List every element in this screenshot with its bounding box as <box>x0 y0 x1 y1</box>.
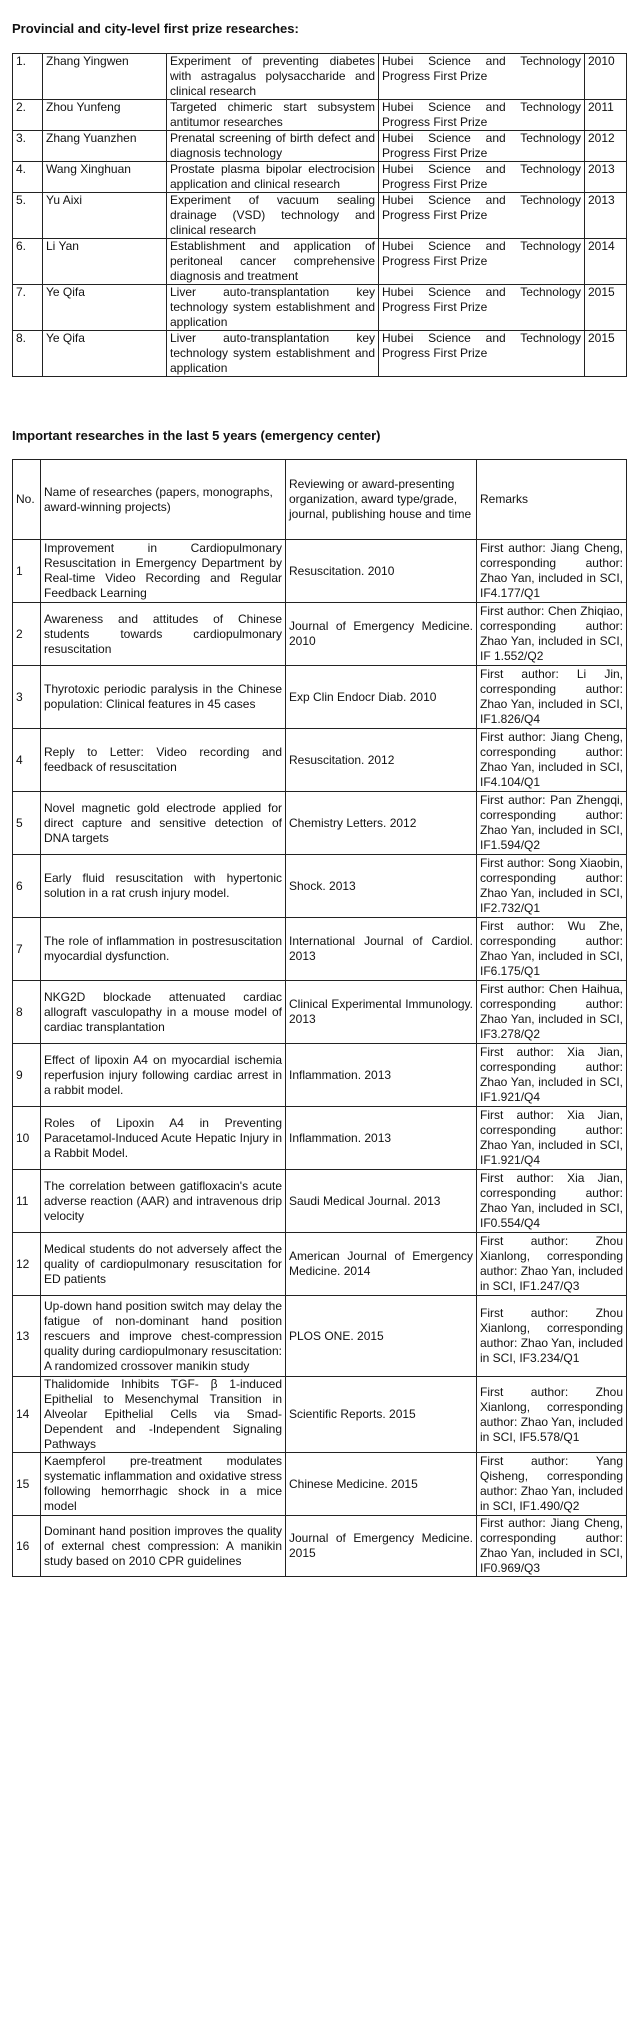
award-name: Hubei Science and Technology Progress First Prize <box>379 239 585 285</box>
research-name: Thyrotoxic periodic paralysis in the Chinese population: Clinical features in 45 cases <box>41 666 286 729</box>
award-year: 2010 <box>585 54 627 100</box>
row-number: 5 <box>13 792 41 855</box>
remarks: First author: Song Xiaobin, corresponding author: Zhao Yan, included in SCI, IF2.732/Q1 <box>477 855 627 918</box>
table-row <box>13 162 627 193</box>
research-name: The role of inflammation in postresuscitation myocardial dysfunction. <box>41 918 286 981</box>
publication: Chinese Medicine. 2015 <box>286 1453 477 1516</box>
row-number: 6. <box>13 239 43 285</box>
research-header-row <box>13 460 627 540</box>
row-number: 16 <box>13 1516 41 1577</box>
award-year: 2013 <box>585 193 627 239</box>
prize-table <box>12 53 627 377</box>
table-row <box>13 1377 627 1453</box>
row-number: 2 <box>13 603 41 666</box>
publication: Resuscitation. 2012 <box>286 729 477 792</box>
researcher-name: Wang Xinghuan <box>43 162 167 193</box>
table-row <box>13 331 627 377</box>
table-row <box>13 54 627 100</box>
table-row <box>13 285 627 331</box>
research-name: Kaempferol pre-treatment modulates systematic inflammation and oxidative stress following hemorrhagic shock in a mice model <box>41 1453 286 1516</box>
remarks: First author: Zhou Xianlong, corresponding author: Zhao Yan, included in SCI, IF3.234/Q1 <box>477 1296 627 1377</box>
table-row <box>13 1170 627 1233</box>
table-row <box>13 855 627 918</box>
remarks: First author: Chen Haihua, corresponding author: Zhao Yan, included in SCI, IF3.278/Q2 <box>477 981 627 1044</box>
remarks: First author: Jiang Cheng, corresponding author: Zhao Yan, included in SCI, IF4.177/Q1 <box>477 540 627 603</box>
table-row <box>13 1044 627 1107</box>
research-name: Improvement in Cardiopulmonary Resuscitation in Emergency Department by Real-time Video Recording and Regular Feedback Learning <box>41 540 286 603</box>
research-title: Establishment and application of peritoneal cancer comprehensive diagnosis and treatment <box>167 239 379 285</box>
research-table-body <box>13 540 627 1577</box>
award-name: Hubei Science and Technology Progress First Prize <box>379 162 585 193</box>
research-name: Thalidomide Inhibits TGF- β 1-induced Epithelial to Mesenchymal Transition in Alveolar Epithelial Cells via Smad-Dependent and -Independent Signaling Pathways <box>41 1377 286 1453</box>
table-row <box>13 100 627 131</box>
research-title: Prostate plasma bipolar electrocision application and clinical research <box>167 162 379 193</box>
remarks: First author: Chen Zhiqiao, corresponding author: Zhao Yan, included in SCI, IF 1.552/Q2 <box>477 603 627 666</box>
table-row <box>13 193 627 239</box>
research-name: Early fluid resuscitation with hypertonic solution in a rat crush injury model. <box>41 855 286 918</box>
award-name: Hubei Science and Technology Progress First Prize <box>379 54 585 100</box>
award-year: 2011 <box>585 100 627 131</box>
row-number: 8 <box>13 981 41 1044</box>
header-remarks: Remarks <box>477 460 627 540</box>
research-name: NKG2D blockade attenuated cardiac allograft vasculopathy in a mouse model of cardiac transplantation <box>41 981 286 1044</box>
table-row <box>13 540 627 603</box>
table-row <box>13 1516 627 1577</box>
table-row <box>13 1453 627 1516</box>
remarks: First author: Li Jin, corresponding author: Zhao Yan, included in SCI, IF1.826/Q4 <box>477 666 627 729</box>
publication: Saudi Medical Journal. 2013 <box>286 1170 477 1233</box>
researcher-name: Ye Qifa <box>43 331 167 377</box>
table-row <box>13 1233 627 1296</box>
research-title: Prenatal screening of birth defect and diagnosis technology <box>167 131 379 162</box>
remarks: First author: Zhou Xianlong, corresponding author: Zhao Yan, included in SCI, IF1.247/Q3 <box>477 1233 627 1296</box>
research-name: Up-down hand position switch may delay the fatigue of non-dominant hand position rescuers and improve chest-compression quality during cardiopulmonary resuscitation: A randomized crossover manikin study <box>41 1296 286 1377</box>
row-number: 1. <box>13 54 43 100</box>
table-row <box>13 918 627 981</box>
table-row <box>13 1107 627 1170</box>
researcher-name: Zhang Yingwen <box>43 54 167 100</box>
publication: Inflammation. 2013 <box>286 1107 477 1170</box>
table-row <box>13 131 627 162</box>
researcher-name: Zhou Yunfeng <box>43 100 167 131</box>
research-title: Liver auto-transplantation key technology system establishment and application <box>167 285 379 331</box>
research-table <box>12 459 627 1577</box>
row-number: 4 <box>13 729 41 792</box>
header-name: Name of researches (papers, monographs, award-winning projects) <box>41 460 286 540</box>
section-heading-prizes: Provincial and city-level first prize researches: <box>12 21 299 36</box>
research-name: The correlation between gatifloxacin's acute adverse reaction (AAR) and intravenous drip velocity <box>41 1170 286 1233</box>
publication: International Journal of Cardiol. 2013 <box>286 918 477 981</box>
remarks: First author: Xia Jian, corresponding author: Zhao Yan, included in SCI, IF1.921/Q4 <box>477 1044 627 1107</box>
table-row <box>13 981 627 1044</box>
publication: Journal of Emergency Medicine. 2015 <box>286 1516 477 1577</box>
section-heading-research: Important researches in the last 5 years (emergency center) <box>12 428 381 443</box>
row-number: 13 <box>13 1296 41 1377</box>
row-number: 11 <box>13 1170 41 1233</box>
row-number: 10 <box>13 1107 41 1170</box>
row-number: 8. <box>13 331 43 377</box>
research-name: Effect of lipoxin A4 on myocardial ischemia reperfusion injury following cardiac arrest in a rabbit model. <box>41 1044 286 1107</box>
award-year: 2015 <box>585 331 627 377</box>
award-name: Hubei Science and Technology Progress First Prize <box>379 193 585 239</box>
remarks: First author: Zhou Xianlong, corresponding author: Zhao Yan, included in SCI, IF5.578/Q1 <box>477 1377 627 1453</box>
publication: Inflammation. 2013 <box>286 1044 477 1107</box>
row-number: 4. <box>13 162 43 193</box>
research-name: Awareness and attitudes of Chinese students towards cardiopulmonary resuscitation <box>41 603 286 666</box>
award-name: Hubei Science and Technology Progress First Prize <box>379 331 585 377</box>
table-row <box>13 666 627 729</box>
row-number: 7. <box>13 285 43 331</box>
researcher-name: Ye Qifa <box>43 285 167 331</box>
remarks: First author: Pan Zhengqi, corresponding author: Zhao Yan, included in SCI, IF1.594/Q2 <box>477 792 627 855</box>
research-name: Novel magnetic gold electrode applied for direct capture and sensitive detection of DNA targets <box>41 792 286 855</box>
research-title: Experiment of vacuum sealing drainage (VSD) technology and clinical research <box>167 193 379 239</box>
row-number: 6 <box>13 855 41 918</box>
row-number: 15 <box>13 1453 41 1516</box>
header-organization: Reviewing or award-presenting organization, award type/grade, journal, publishing house and time <box>286 460 477 540</box>
row-number: 14 <box>13 1377 41 1453</box>
award-year: 2013 <box>585 162 627 193</box>
row-number: 12 <box>13 1233 41 1296</box>
remarks: First author: Xia Jian, corresponding author: Zhao Yan, included in SCI, IF0.554/Q4 <box>477 1170 627 1233</box>
publication: Scientific Reports. 2015 <box>286 1377 477 1453</box>
table-row <box>13 1296 627 1377</box>
publication: PLOS ONE. 2015 <box>286 1296 477 1377</box>
header-no: No. <box>13 460 41 540</box>
award-year: 2012 <box>585 131 627 162</box>
row-number: 9 <box>13 1044 41 1107</box>
remarks: First author: Yang Qisheng, corresponding author: Zhao Yan, included in SCI, IF1.490/Q2 <box>477 1453 627 1516</box>
publication: Clinical Experimental Immunology. 2013 <box>286 981 477 1044</box>
research-title: Targeted chimeric start subsystem antitumor researches <box>167 100 379 131</box>
research-title: Liver auto-transplantation key technology system establishment and application <box>167 331 379 377</box>
remarks: First author: Jiang Cheng, corresponding author: Zhao Yan, included in SCI, IF4.104/Q1 <box>477 729 627 792</box>
research-name: Dominant hand position improves the quality of external chest compression: A manikin study based on 2010 CPR guidelines <box>41 1516 286 1577</box>
research-name: Medical students do not adversely affect the quality of cardiopulmonary resuscitation for ED patients <box>41 1233 286 1296</box>
research-name: Roles of Lipoxin A4 in Preventing Paracetamol-Induced Acute Hepatic Injury in a Rabbit Model. <box>41 1107 286 1170</box>
award-year: 2015 <box>585 285 627 331</box>
row-number: 5. <box>13 193 43 239</box>
row-number: 3 <box>13 666 41 729</box>
table-row <box>13 729 627 792</box>
remarks: First author: Jiang Cheng, corresponding author: Zhao Yan, included in SCI, IF0.969/Q3 <box>477 1516 627 1577</box>
award-name: Hubei Science and Technology Progress First Prize <box>379 100 585 131</box>
publication: Resuscitation. 2010 <box>286 540 477 603</box>
row-number: 7 <box>13 918 41 981</box>
row-number: 3. <box>13 131 43 162</box>
row-number: 2. <box>13 100 43 131</box>
remarks: First author: Xia Jian, corresponding author: Zhao Yan, included in SCI, IF1.921/Q4 <box>477 1107 627 1170</box>
row-number: 1 <box>13 540 41 603</box>
award-name: Hubei Science and Technology Progress First Prize <box>379 285 585 331</box>
publication: Shock. 2013 <box>286 855 477 918</box>
remarks: First author: Wu Zhe, corresponding author: Zhao Yan, included in SCI, IF6.175/Q1 <box>477 918 627 981</box>
table-row <box>13 792 627 855</box>
researcher-name: Li Yan <box>43 239 167 285</box>
award-year: 2014 <box>585 239 627 285</box>
prize-table-body <box>13 54 627 377</box>
research-name: Reply to Letter: Video recording and feedback of resuscitation <box>41 729 286 792</box>
researcher-name: Yu Aixi <box>43 193 167 239</box>
research-title: Experiment of preventing diabetes with astragalus polysaccharide and clinical research <box>167 54 379 100</box>
table-row <box>13 603 627 666</box>
publication: Chemistry Letters. 2012 <box>286 792 477 855</box>
award-name: Hubei Science and Technology Progress First Prize <box>379 131 585 162</box>
researcher-name: Zhang Yuanzhen <box>43 131 167 162</box>
publication: Journal of Emergency Medicine. 2010 <box>286 603 477 666</box>
table-row <box>13 239 627 285</box>
publication: American Journal of Emergency Medicine. 2014 <box>286 1233 477 1296</box>
publication: Exp Clin Endocr Diab. 2010 <box>286 666 477 729</box>
